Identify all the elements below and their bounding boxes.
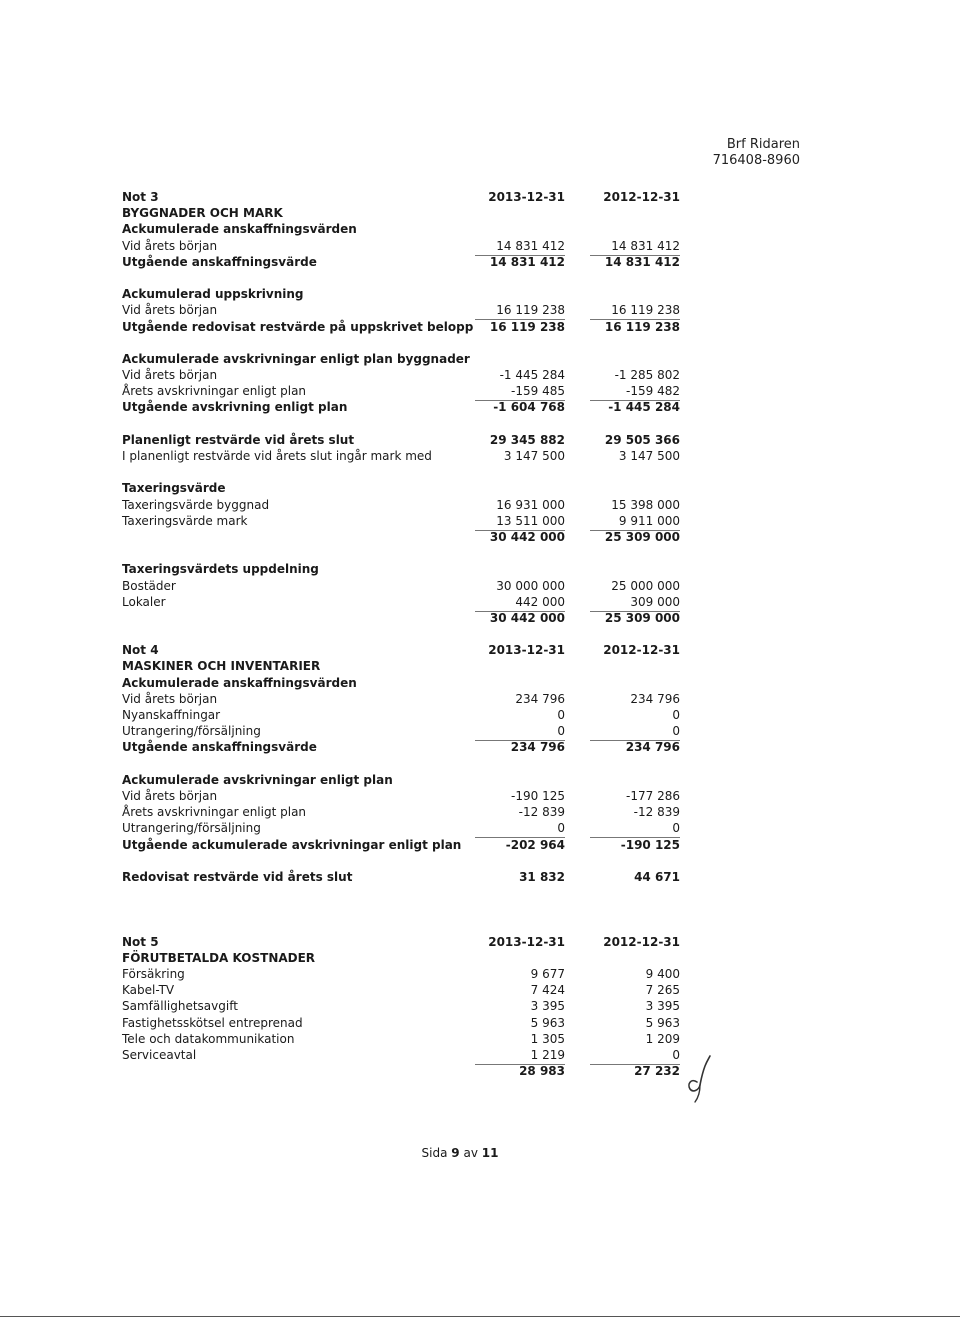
column-header-2013: 2013-12-31 — [488, 643, 565, 658]
table-row: Samfällighetsavgift 3 395 3 395 — [122, 999, 680, 1014]
page-of: av — [463, 1146, 478, 1160]
handwritten-initials — [683, 1052, 725, 1104]
note-heading-row — [122, 642, 692, 658]
total-row: 30 442 000 25 309 000 — [489, 610, 680, 625]
note-title: BYGGNADER OCH MARK — [122, 206, 283, 221]
note-number: Not 4 — [122, 643, 159, 658]
table-row: Taxeringsvärde byggnad 16 931 000 15 398 000 — [122, 497, 680, 512]
result-row: Redovisat restvärde vid årets slut 31 832 44 671 — [122, 869, 680, 884]
note-5 — [122, 934, 692, 1080]
table-row: Årets avskrivningar enligt plan -159 485 -159 482 — [122, 383, 692, 399]
table-row: Utrangering/försäljning 0 0 — [122, 723, 692, 739]
section-title: Ackumulerade avskrivningar enligt plan byggnader — [122, 351, 470, 366]
table-row: Taxeringsvärde mark 13 511 000 9 911 000 — [122, 513, 692, 529]
scan-edge-line — [0, 1316, 960, 1317]
table-row: Vid årets början 14 831 412 14 831 412 — [122, 238, 692, 254]
table-row: Tele och datakommunikation 1 305 1 209 — [122, 1031, 680, 1046]
page-header — [713, 137, 800, 169]
table-row: I planenligt restvärde vid årets slut ingår mark med 3 147 500 3 147 500 — [122, 449, 680, 463]
total-row: 28 983 27 232 — [519, 1064, 680, 1079]
table-row: Nyanskaffningar 0 0 — [122, 708, 680, 722]
table-row: Fastighetsskötsel entreprenad 5 963 5 963 — [122, 1015, 680, 1030]
note-heading-row — [122, 934, 692, 950]
org-number: 716408-8960 — [712, 153, 800, 168]
total-row: Planenligt restvärde vid årets slut 29 345 882 29 505 366 — [122, 432, 680, 447]
table-row: Lokaler 442 000 309 000 — [122, 594, 692, 610]
page-label: Sida — [421, 1146, 448, 1160]
company-name: Brf Ridaren — [726, 137, 800, 152]
total-row: Utgående redovisat restvärde på uppskrivet belopp 16 119 238 16 119 238 — [122, 319, 680, 334]
section-title: Ackumulerad uppskrivning — [122, 287, 304, 302]
column-header-2012: 2012-12-31 — [603, 190, 680, 204]
page-number: 9 — [451, 1146, 460, 1160]
table-row: Vid årets början -1 445 284 -1 285 802 — [122, 368, 680, 383]
page-total: 11 — [481, 1146, 499, 1160]
section-title: Ackumulerade anskaffningsvärden — [122, 675, 357, 690]
note-number: Not 3 — [122, 190, 159, 204]
table-row: Årets avskrivningar enligt plan -12 839 -12 839 — [122, 805, 680, 820]
note-title: MASKINER OCH INVENTARIER — [122, 659, 321, 674]
section-title: Ackumulerade anskaffningsvärden — [122, 222, 357, 237]
page-footer — [0, 1145, 920, 1161]
note-heading-row — [122, 189, 692, 205]
section-title: Ackumulerade avskrivningar enligt plan — [122, 772, 393, 787]
table-row: Kabel-TV 7 424 7 265 — [122, 983, 680, 998]
total-row: Utgående avskrivning enligt plan -1 604 768 -1 445 284 — [122, 400, 680, 415]
note-3 — [122, 189, 692, 626]
column-header-2013: 2013-12-31 — [488, 190, 565, 204]
column-header-2013: 2013-12-31 — [488, 934, 565, 949]
section-title: Taxeringsvärdets uppdelning — [122, 562, 319, 577]
column-header-2012: 2012-12-31 — [603, 643, 680, 658]
table-row: Vid årets början 234 796 234 796 — [122, 691, 680, 706]
total-row: 30 442 000 25 309 000 — [489, 529, 680, 544]
section-title: Taxeringsvärde — [122, 481, 226, 496]
total-row: Utgående ackumulerade avskrivningar enligt plan -202 964 -190 125 — [122, 837, 680, 852]
column-header-2012: 2012-12-31 — [603, 934, 680, 949]
table-row: Försäkring 9 677 9 400 — [122, 967, 680, 982]
table-row: Serviceavtal 1 219 0 — [122, 1047, 692, 1063]
table-row: Vid årets början -190 125 -177 286 — [122, 788, 680, 803]
note-title: FÖRUTBETALDA KOSTNADER — [122, 950, 316, 965]
table-row: Bostäder 30 000 000 25 000 000 — [122, 578, 680, 593]
total-row: Utgående anskaffningsvärde 14 831 412 14 831 412 — [122, 254, 680, 269]
note-number: Not 5 — [122, 934, 159, 949]
total-row: Utgående anskaffningsvärde 234 796 234 796 — [122, 740, 680, 755]
table-row: Vid årets början 16 119 238 16 119 238 — [122, 302, 692, 318]
notes-document — [122, 189, 692, 1079]
note-4 — [122, 642, 692, 885]
table-row: Utrangering/försäljning 0 0 — [122, 820, 692, 836]
